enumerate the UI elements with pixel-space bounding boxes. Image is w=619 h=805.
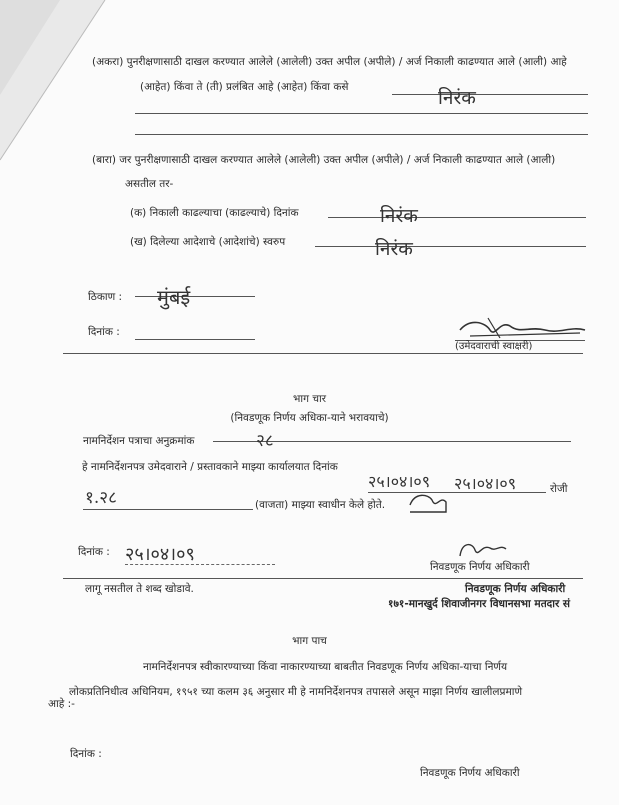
item-ka-label: (क) निकाली काढल्याचा (काढल्याचे) दिनांक — [130, 207, 299, 219]
strike-note: लागू नसतील ते शब्द खोडावे. — [85, 583, 194, 595]
stamp-line1: निवडणूक निर्णय अधिकारी — [465, 583, 566, 595]
part5-line2: आहे :- — [48, 698, 75, 710]
candidate-signature-caption: (उमेदवाराची स्वाक्षरी) — [455, 341, 533, 352]
part4-title: भाग चार — [292, 393, 327, 405]
section-akra-line2: (आहेत) किंवा ते (ती) प्रलंबित आहे (आहेत) किंवा कसे — [140, 81, 349, 93]
part5-line1: लोकप्रतिनिधीत्व अधिनियम, १९५१ च्या कलम ३६ अनुसार मी हे नामनिर्देशनपत्र तपासले असून माझा निर्णय खालीलप्रमाणे — [69, 686, 523, 698]
part4-date-label: दिनांक : — [78, 546, 110, 558]
part4-line1: हे नामनिर्देशनपत्र उमेदवाराने / प्रस्तावकाने माझ्या कार्यालयात दिनांक — [82, 461, 338, 473]
section-akra-handwritten: निरंक — [438, 87, 476, 109]
part5-subtitle: नामनिर्देशनपत्र स्वीकारण्याच्या किंवा नाकारण्याच्या बाबतीत निवडणूक निर्णय अधिका-याचा निर्णय — [143, 661, 508, 673]
item-kha-label: (ख) दिलेल्या आदेशाचे (आदेशांचे) स्वरुप — [130, 236, 286, 248]
item-ka-value: निरंक — [380, 205, 418, 227]
received-date-2: २५।०४।०९ — [454, 474, 517, 493]
part4-officer-label: निवडणूक निर्णय अधिकारी — [430, 561, 530, 573]
date-label: दिनांक : — [88, 326, 120, 338]
section-bara-line1: (बारा) जर पुनरीक्षणासाठी दाखल करण्यात आलेले (आलेली) उक्त अपील (अपीले) / अर्ज निकाली काढण्यात आले (आली) — [92, 154, 556, 166]
part4-date-value: २५।०४।०९ — [125, 544, 195, 565]
part5-date-label: दिनांक : — [70, 748, 102, 760]
stamp-line2: १७१-मानखुर्द शिवाजीनगर विधानसभा मतदार सं — [388, 598, 571, 610]
serial-label: नामनिर्देशन पत्राचा अनुक्रमांक — [83, 435, 195, 447]
section-divider — [63, 578, 583, 579]
at-label: रोजी — [550, 483, 568, 495]
place-label: ठिकाण : — [88, 291, 123, 303]
item-kha-value: निरंक — [375, 238, 413, 260]
received-date: २५।०४।०९ — [368, 472, 431, 491]
place-value: मुंबई — [157, 285, 191, 309]
part5-title: भाग पाच — [292, 635, 327, 647]
section-bara-line2: असतील तर- — [125, 178, 174, 190]
serial-value: २८ — [256, 431, 274, 451]
received-time: १.२८ — [85, 488, 117, 508]
part4-line2: (वाजता) माझ्या स्वाधीन केले होते. — [255, 499, 386, 511]
section-akra-line1: (अकरा) पुनरीक्षणासाठी दाखल करण्यात आलेले (आलेली) उक्त अपील (अपीले) / अर्ज निकाली काढण्यात आले (आली) आहे — [92, 56, 567, 68]
part5-officer-label: निवडणूक निर्णय अधिकारी — [420, 767, 520, 779]
part4-subtitle: (निवडणूक निर्णय अधिका-याने भरावयाचे) — [230, 412, 389, 424]
